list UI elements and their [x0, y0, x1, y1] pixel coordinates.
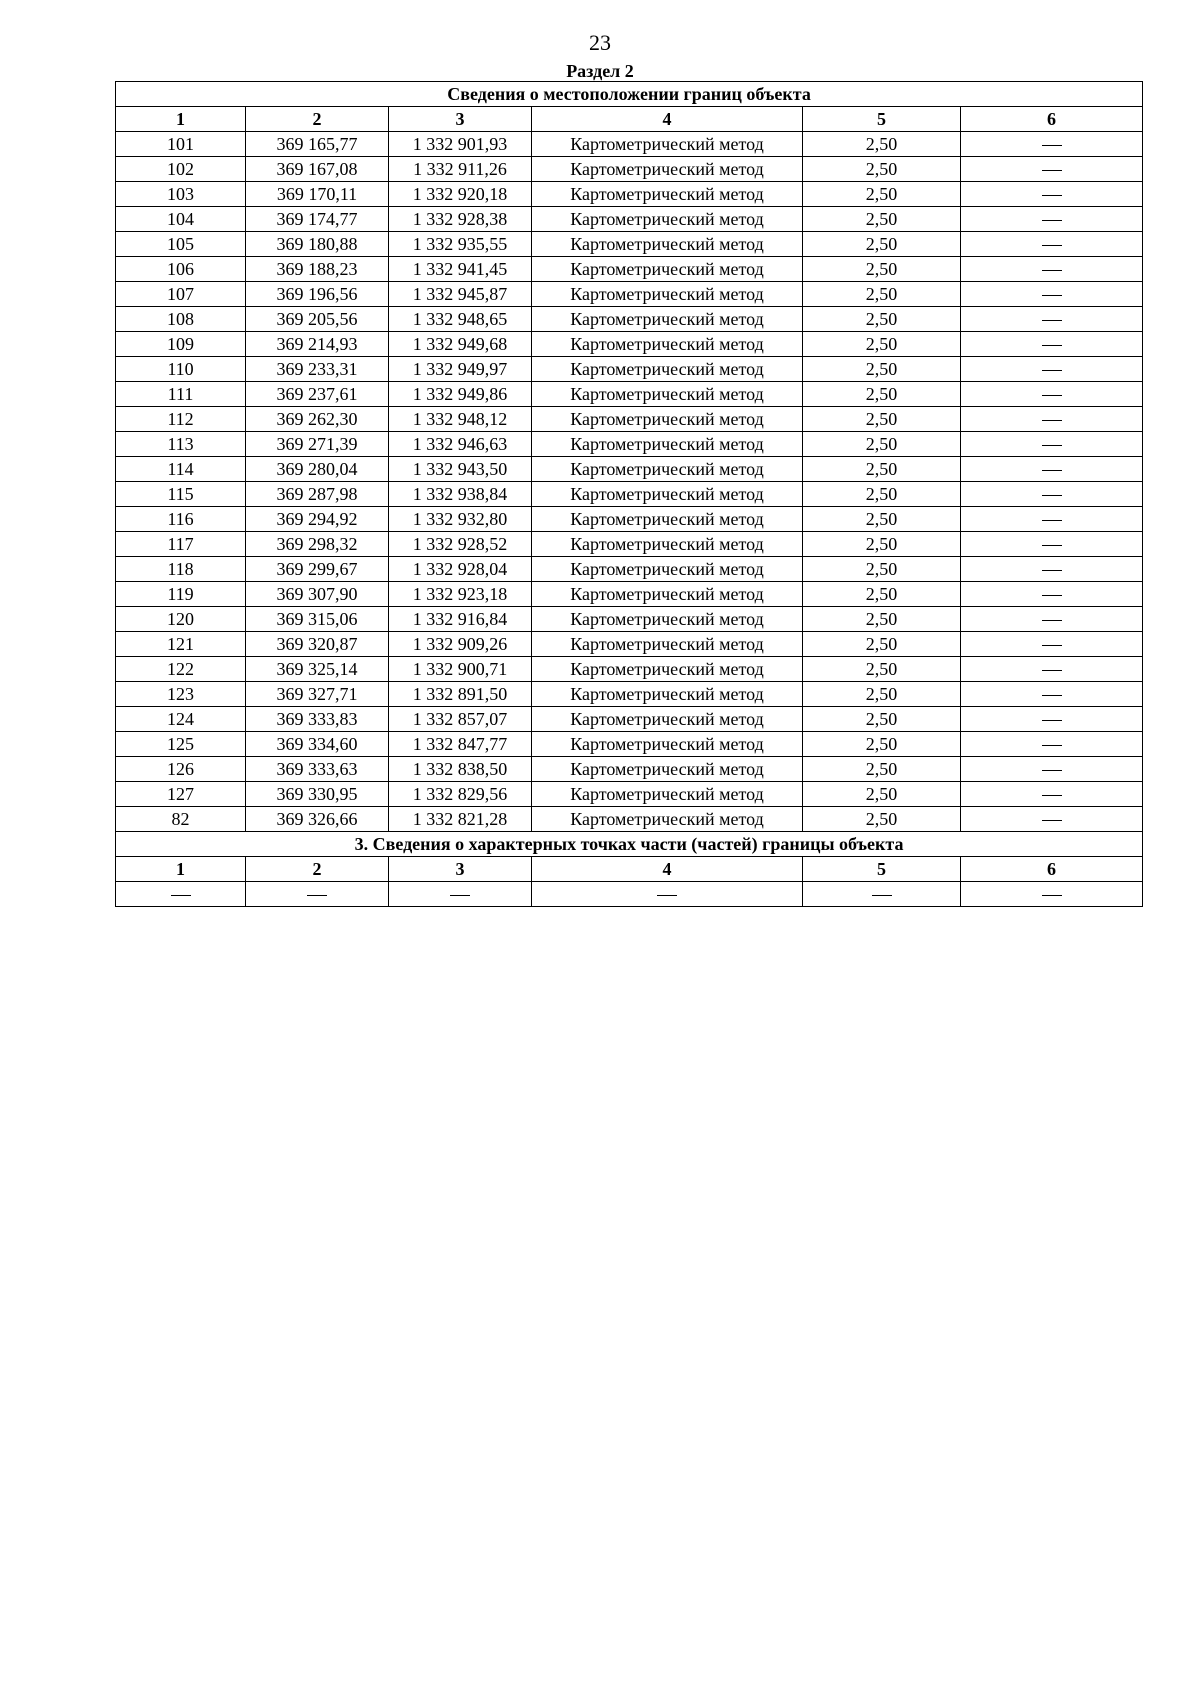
table-cell: 106 — [116, 257, 246, 282]
table-cell: Картометрический метод — [532, 432, 803, 457]
table-cell: 1 332 928,04 — [389, 557, 532, 582]
table-cell: Картометрический метод — [532, 132, 803, 157]
table-row — [116, 482, 1143, 507]
table-cell — [961, 882, 1143, 907]
page-number: 23 — [589, 30, 611, 55]
dash-mark — [307, 895, 327, 896]
table-cell: 2,50 — [803, 757, 961, 782]
table-row — [116, 432, 1143, 457]
dash-mark — [1042, 895, 1062, 896]
dash-mark — [1042, 320, 1062, 321]
table-cell: 1 332 945,87 — [389, 282, 532, 307]
table-title-text: Сведения о местоположении границ объекта — [116, 82, 1143, 107]
table-row — [116, 807, 1143, 832]
table-cell — [961, 757, 1143, 782]
table-cell: Картометрический метод — [532, 332, 803, 357]
table-cell: 1 332 935,55 — [389, 232, 532, 257]
dash-mark — [450, 895, 470, 896]
dash-mark — [1042, 345, 1062, 346]
table-cell — [961, 157, 1143, 182]
table-cell: 1 332 901,93 — [389, 132, 532, 157]
table-cell: 117 — [116, 532, 246, 557]
table-cell: 369 287,98 — [246, 482, 389, 507]
table-row — [116, 757, 1143, 782]
table-cell — [961, 207, 1143, 232]
table-cell: 123 — [116, 682, 246, 707]
dash-mark — [872, 895, 892, 896]
table-row — [116, 182, 1143, 207]
table-cell: 1 332 946,63 — [389, 432, 532, 457]
table-cell: 2,50 — [803, 507, 961, 532]
table-cell: 82 — [116, 807, 246, 832]
table-cell: Картометрический метод — [532, 357, 803, 382]
table-row — [116, 707, 1143, 732]
table-cell: 2,50 — [803, 482, 961, 507]
table-row — [116, 657, 1143, 682]
table-row — [116, 682, 1143, 707]
table-cell: 369 262,30 — [246, 407, 389, 432]
table-cell: 111 — [116, 382, 246, 407]
table-cell: 1 332 829,56 — [389, 782, 532, 807]
dash-mark — [1042, 545, 1062, 546]
table-cell: 2,50 — [803, 607, 961, 632]
table-cell — [246, 882, 389, 907]
table-cell: 369 165,77 — [246, 132, 389, 157]
table-cell — [803, 882, 961, 907]
table-row — [116, 157, 1143, 182]
table-cell: 103 — [116, 182, 246, 207]
table-cell: 110 — [116, 357, 246, 382]
table-cell: 369 188,23 — [246, 257, 389, 282]
table-cell — [961, 532, 1143, 557]
table-cell: 114 — [116, 457, 246, 482]
table-cell: 1 332 948,12 — [389, 407, 532, 432]
table-cell — [961, 432, 1143, 457]
table-cell: 2,50 — [803, 132, 961, 157]
table-cell: 2,50 — [803, 307, 961, 332]
table-cell: 104 — [116, 207, 246, 232]
table-cell: 2,50 — [803, 232, 961, 257]
table-cell: 369 233,31 — [246, 357, 389, 382]
table-cell: 112 — [116, 407, 246, 432]
table-cell: Картометрический метод — [532, 457, 803, 482]
table-cell — [961, 682, 1143, 707]
table-cell: Картометрический метод — [532, 157, 803, 182]
table-cell: 102 — [116, 157, 246, 182]
table-cell: 1 332 857,07 — [389, 707, 532, 732]
table-cell: Картометрический метод — [532, 382, 803, 407]
table-cell: 101 — [116, 132, 246, 157]
table-cell: 120 — [116, 607, 246, 632]
table-cell: 1 332 943,50 — [389, 457, 532, 482]
column-header: 2 — [246, 107, 389, 132]
table-cell: 369 170,11 — [246, 182, 389, 207]
part-header-row — [116, 857, 1143, 882]
table-cell: 369 237,61 — [246, 382, 389, 407]
table-cell — [961, 582, 1143, 607]
table-cell — [961, 732, 1143, 757]
dash-mark — [1042, 570, 1062, 571]
table-cell: 2,50 — [803, 407, 961, 432]
table-cell: 1 332 948,65 — [389, 307, 532, 332]
table-cell — [961, 382, 1143, 407]
dash-mark — [1042, 820, 1062, 821]
table-cell — [961, 557, 1143, 582]
table-row — [116, 782, 1143, 807]
table-cell: Картометрический метод — [532, 682, 803, 707]
table-cell: 2,50 — [803, 257, 961, 282]
table-cell: 2,50 — [803, 432, 961, 457]
table-header-row — [116, 107, 1143, 132]
table-cell — [961, 457, 1143, 482]
table-cell — [961, 257, 1143, 282]
table-cell: Картометрический метод — [532, 257, 803, 282]
table-cell: 369 325,14 — [246, 657, 389, 682]
section-title: Раздел 2 — [566, 61, 634, 81]
table-row — [116, 307, 1143, 332]
table-cell: 1 332 941,45 — [389, 257, 532, 282]
table-cell: 2,50 — [803, 707, 961, 732]
table-cell: 2,50 — [803, 682, 961, 707]
table-cell: 369 294,92 — [246, 507, 389, 532]
part-table-row — [116, 882, 1143, 907]
dash-mark — [171, 895, 191, 896]
dash-mark — [1042, 395, 1062, 396]
column-header: 4 — [532, 857, 803, 882]
table-cell: 2,50 — [803, 157, 961, 182]
table-row — [116, 232, 1143, 257]
table-cell: 126 — [116, 757, 246, 782]
table-cell — [961, 782, 1143, 807]
column-header: 4 — [532, 107, 803, 132]
column-header: 5 — [803, 107, 961, 132]
column-header: 3 — [389, 857, 532, 882]
dash-mark — [1042, 245, 1062, 246]
table-cell: 369 214,93 — [246, 332, 389, 357]
part-section-title — [116, 832, 1143, 857]
column-header: 1 — [116, 107, 246, 132]
table-cell: 369 326,66 — [246, 807, 389, 832]
table-cell: 1 332 847,77 — [389, 732, 532, 757]
dash-mark — [1042, 720, 1062, 721]
table-cell: 2,50 — [803, 457, 961, 482]
table-cell: 2,50 — [803, 207, 961, 232]
table-cell — [532, 882, 803, 907]
table-cell: 109 — [116, 332, 246, 357]
dash-mark — [1042, 295, 1062, 296]
table-row — [116, 382, 1143, 407]
table-cell: 1 332 920,18 — [389, 182, 532, 207]
table-cell: 369 320,87 — [246, 632, 389, 657]
table-row — [116, 632, 1143, 657]
table-cell: 369 180,88 — [246, 232, 389, 257]
table-cell: 1 332 838,50 — [389, 757, 532, 782]
table-row — [116, 332, 1143, 357]
table-cell — [961, 807, 1143, 832]
table-cell: Картометрический метод — [532, 732, 803, 757]
table-row — [116, 607, 1143, 632]
table-cell: 108 — [116, 307, 246, 332]
table-cell — [389, 882, 532, 907]
table-cell — [961, 707, 1143, 732]
table-body — [116, 82, 1143, 907]
table-cell — [961, 357, 1143, 382]
table-cell: 122 — [116, 657, 246, 682]
table-cell: 125 — [116, 732, 246, 757]
table-row — [116, 282, 1143, 307]
table-cell: 105 — [116, 232, 246, 257]
table-cell: 119 — [116, 582, 246, 607]
table-cell: 369 333,63 — [246, 757, 389, 782]
table-cell: Картометрический метод — [532, 482, 803, 507]
table-cell — [961, 182, 1143, 207]
table-cell: 2,50 — [803, 382, 961, 407]
table-cell: 2,50 — [803, 807, 961, 832]
table-row — [116, 732, 1143, 757]
table-cell: 2,50 — [803, 357, 961, 382]
table-cell: 2,50 — [803, 557, 961, 582]
table-cell: 1 332 916,84 — [389, 607, 532, 632]
table-cell — [961, 657, 1143, 682]
table-cell: 113 — [116, 432, 246, 457]
table-cell: 1 332 911,26 — [389, 157, 532, 182]
dash-mark — [657, 895, 677, 896]
table-row — [116, 207, 1143, 232]
table-title — [116, 82, 1143, 107]
table-cell: Картометрический метод — [532, 307, 803, 332]
table-cell: Картометрический метод — [532, 182, 803, 207]
part-section-title-text: 3. Сведения о характерных точках части (частей) границы объекта — [116, 832, 1143, 857]
table-cell: 369 205,56 — [246, 307, 389, 332]
dash-mark — [1042, 620, 1062, 621]
dash-mark — [1042, 670, 1062, 671]
table-cell: 2,50 — [803, 282, 961, 307]
table-cell: 369 307,90 — [246, 582, 389, 607]
dash-mark — [1042, 270, 1062, 271]
table-cell: 369 298,32 — [246, 532, 389, 557]
dash-mark — [1042, 370, 1062, 371]
table-cell: 1 332 821,28 — [389, 807, 532, 832]
table-cell — [961, 307, 1143, 332]
table-cell — [961, 482, 1143, 507]
column-header: 6 — [961, 107, 1143, 132]
table-cell: 124 — [116, 707, 246, 732]
table-cell: 369 315,06 — [246, 607, 389, 632]
table-cell: 2,50 — [803, 532, 961, 557]
table-cell: Картометрический метод — [532, 807, 803, 832]
table-cell: 127 — [116, 782, 246, 807]
column-header: 3 — [389, 107, 532, 132]
table-cell: 107 — [116, 282, 246, 307]
table-cell: 1 332 923,18 — [389, 582, 532, 607]
dash-mark — [1042, 220, 1062, 221]
dash-mark — [1042, 145, 1062, 146]
table-cell: Картометрический метод — [532, 507, 803, 532]
table-cell: 1 332 928,52 — [389, 532, 532, 557]
table-cell: 1 332 938,84 — [389, 482, 532, 507]
dash-mark — [1042, 595, 1062, 596]
dash-mark — [1042, 170, 1062, 171]
table-cell: 369 280,04 — [246, 457, 389, 482]
table-cell: 369 174,77 — [246, 207, 389, 232]
table-cell: 2,50 — [803, 732, 961, 757]
table-cell: 1 332 949,68 — [389, 332, 532, 357]
table-cell: Картометрический метод — [532, 632, 803, 657]
table-cell — [961, 632, 1143, 657]
table-cell: 1 332 891,50 — [389, 682, 532, 707]
table-cell: 121 — [116, 632, 246, 657]
table-cell: 369 327,71 — [246, 682, 389, 707]
dash-mark — [1042, 745, 1062, 746]
table-cell: 2,50 — [803, 332, 961, 357]
dash-mark — [1042, 445, 1062, 446]
table-cell: 369 330,95 — [246, 782, 389, 807]
table-cell — [961, 282, 1143, 307]
table-cell: 369 271,39 — [246, 432, 389, 457]
table-cell: 2,50 — [803, 632, 961, 657]
table-cell: 2,50 — [803, 782, 961, 807]
dash-mark — [1042, 520, 1062, 521]
dash-mark — [1042, 495, 1062, 496]
table-row — [116, 257, 1143, 282]
table-cell: 1 332 928,38 — [389, 207, 532, 232]
dash-mark — [1042, 645, 1062, 646]
boundary-coordinates-table — [115, 81, 1143, 907]
table-cell: 116 — [116, 507, 246, 532]
table-cell: Картометрический метод — [532, 782, 803, 807]
table-cell: Картометрический метод — [532, 607, 803, 632]
table-cell — [961, 332, 1143, 357]
table-cell: 118 — [116, 557, 246, 582]
table-row — [116, 507, 1143, 532]
dash-mark — [1042, 770, 1062, 771]
table-row — [116, 457, 1143, 482]
table-cell: 369 333,83 — [246, 707, 389, 732]
table-cell: 1 332 900,71 — [389, 657, 532, 682]
table-cell — [961, 407, 1143, 432]
table-cell: 2,50 — [803, 182, 961, 207]
table-cell: 369 196,56 — [246, 282, 389, 307]
dash-mark — [1042, 195, 1062, 196]
dash-mark — [1042, 470, 1062, 471]
table-row — [116, 132, 1143, 157]
table-cell: 115 — [116, 482, 246, 507]
table-cell: 369 334,60 — [246, 732, 389, 757]
table-cell: Картометрический метод — [532, 207, 803, 232]
dash-mark — [1042, 795, 1062, 796]
table-cell: Картометрический метод — [532, 557, 803, 582]
dash-mark — [1042, 420, 1062, 421]
table-row — [116, 582, 1143, 607]
table-cell: 2,50 — [803, 657, 961, 682]
column-header: 6 — [961, 857, 1143, 882]
column-header: 1 — [116, 857, 246, 882]
table-cell: Картометрический метод — [532, 707, 803, 732]
table-cell: 1 332 909,26 — [389, 632, 532, 657]
dash-mark — [1042, 695, 1062, 696]
table-cell: Картометрический метод — [532, 407, 803, 432]
table-cell: 1 332 949,86 — [389, 382, 532, 407]
table-cell: 2,50 — [803, 582, 961, 607]
table-cell: 1 332 949,97 — [389, 357, 532, 382]
table-cell: Картометрический метод — [532, 532, 803, 557]
table-cell: 369 299,67 — [246, 557, 389, 582]
table-row — [116, 357, 1143, 382]
table-cell: Картометрический метод — [532, 757, 803, 782]
table-cell — [961, 607, 1143, 632]
table-row — [116, 407, 1143, 432]
table-cell: Картометрический метод — [532, 282, 803, 307]
table-cell: Картометрический метод — [532, 232, 803, 257]
table-row — [116, 532, 1143, 557]
column-header: 2 — [246, 857, 389, 882]
table-cell: 369 167,08 — [246, 157, 389, 182]
column-header: 5 — [803, 857, 961, 882]
table-cell — [961, 232, 1143, 257]
table-cell: Картометрический метод — [532, 582, 803, 607]
table-cell — [961, 132, 1143, 157]
table-cell — [116, 882, 246, 907]
table-cell: Картометрический метод — [532, 657, 803, 682]
table-cell — [961, 507, 1143, 532]
table-row — [116, 557, 1143, 582]
table-cell: 1 332 932,80 — [389, 507, 532, 532]
